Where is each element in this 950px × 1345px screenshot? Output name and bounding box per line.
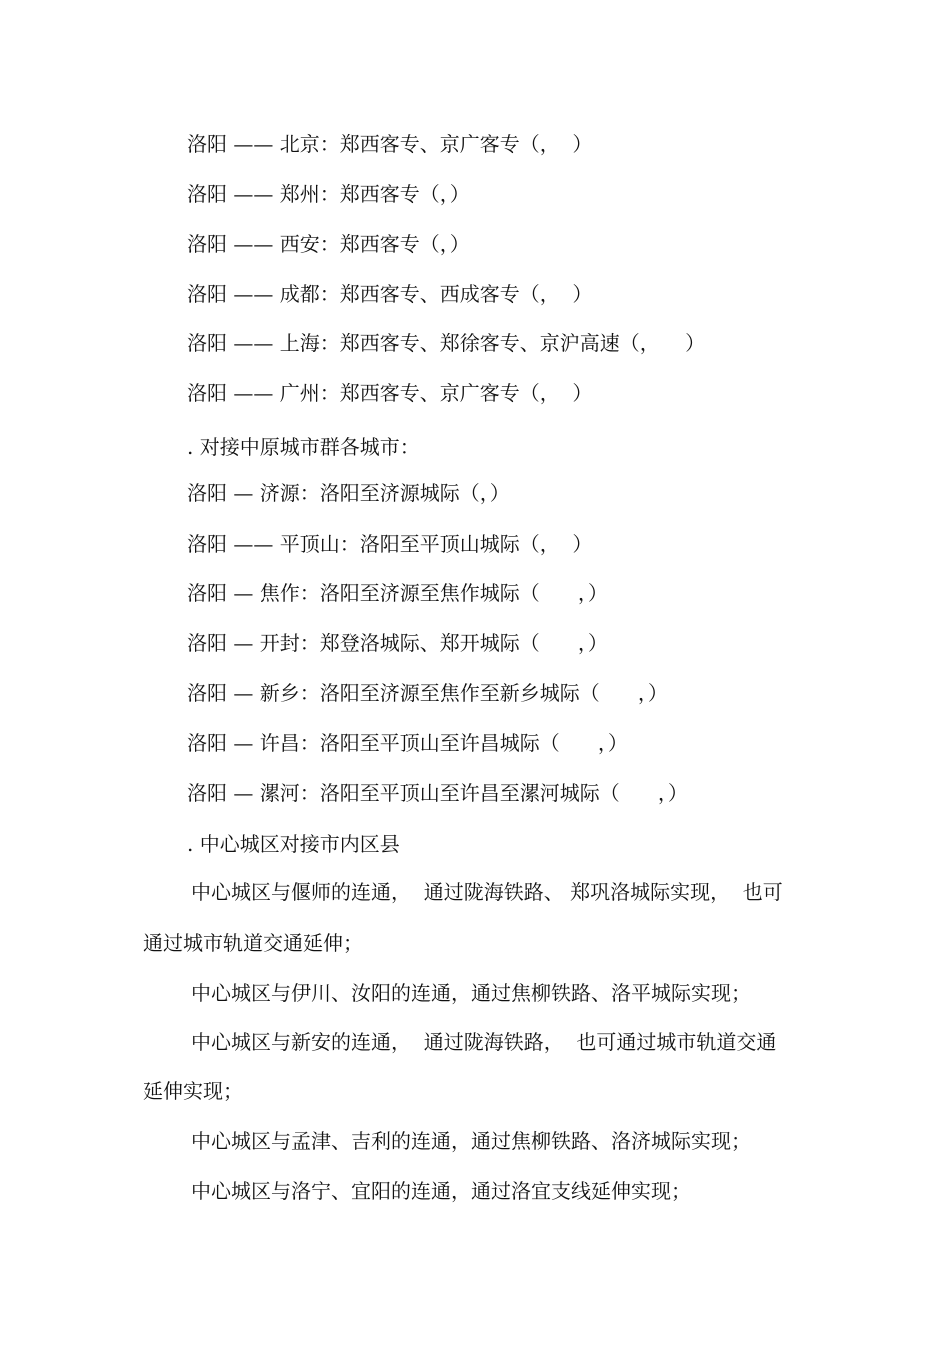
paragraph-luoning: 中心城区与洛宁、宜阳的连通，通过洛宜支线延伸实现； — [191, 1179, 691, 1203]
paragraph-yichuan: 中心城区与伊川、汝阳的连通，通过焦柳铁路、洛平城际实现； — [191, 981, 751, 1005]
paragraph-xinan-line-1: 中心城区与新安的连通， 通过陇海铁路， 也可通过城市轨道交通 — [191, 1030, 777, 1054]
section-heading-central-plains: . 对接中原城市群各城市： — [187, 435, 420, 459]
route-line-chengdu: 洛阳 —— 成都：郑西客专、西成客专（， ） — [187, 282, 593, 306]
paragraph-xinan-line-2: 延伸实现； — [143, 1079, 243, 1103]
section-heading-counties: . 中心城区对接市内区县 — [187, 832, 400, 856]
route-line-jiyuan: 洛阳 — 济源：洛阳至济源城际（，） — [187, 481, 510, 505]
route-line-beijing: 洛阳 —— 北京：郑西客专、京广客专（， ） — [187, 132, 593, 156]
route-line-kaifeng: 洛阳 — 开封：郑登洛城际、郑开城际（ ，） — [187, 631, 608, 655]
paragraph-mengjin: 中心城区与孟津、吉利的连通，通过焦柳铁路、洛济城际实现； — [191, 1129, 751, 1153]
route-line-shanghai: 洛阳 —— 上海：郑西客专、郑徐客专、京沪高速（， ） — [187, 331, 706, 355]
route-line-xuchang: 洛阳 — 许昌：洛阳至平顶山至许昌城际（ ，） — [187, 731, 628, 755]
paragraph-yanshi-line-2: 通过城市轨道交通延伸； — [143, 931, 363, 955]
route-line-pingdingshan: 洛阳 —— 平顶山：洛阳至平顶山城际（， ） — [187, 532, 593, 556]
route-line-jiaozuo: 洛阳 — 焦作：洛阳至济源至焦作城际（ ，） — [187, 581, 608, 605]
route-line-guangzhou: 洛阳 —— 广州：郑西客专、京广客专（， ） — [187, 381, 593, 405]
route-line-xinxiang: 洛阳 — 新乡：洛阳至济源至焦作至新乡城际（ ，） — [187, 681, 668, 705]
route-line-zhengzhou: 洛阳 —— 郑州：郑西客专（，） — [187, 182, 470, 206]
route-line-xian: 洛阳 —— 西安：郑西客专（，） — [187, 232, 470, 256]
route-line-luohe: 洛阳 — 漯河：洛阳至平顶山至许昌至漯河城际（ ，） — [187, 781, 688, 805]
paragraph-yanshi-line-1: 中心城区与偃师的连通， 通过陇海铁路、 郑巩洛城际实现， 也可 — [191, 880, 783, 904]
